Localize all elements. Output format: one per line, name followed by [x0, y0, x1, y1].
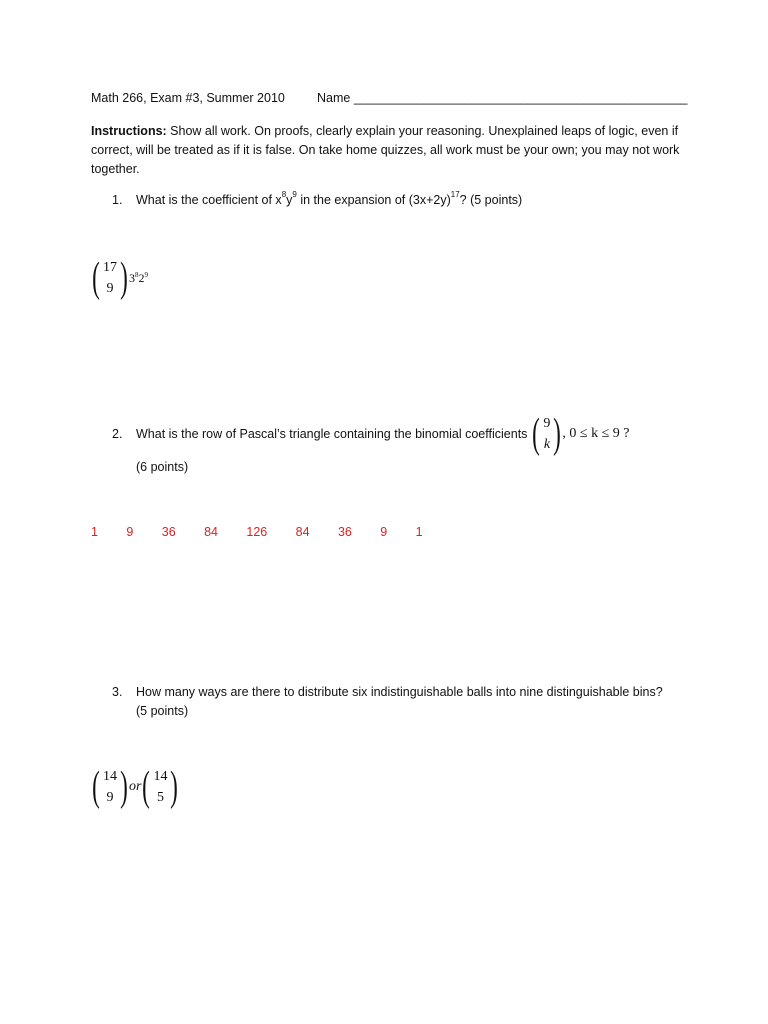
- answer-1: [89, 257, 148, 299]
- question-1-exp-expr: 17: [450, 189, 460, 199]
- question-1-prefix: What is the coefficient of x: [136, 193, 282, 207]
- answer-3: [89, 766, 181, 808]
- question-1-number: 1.: [112, 193, 123, 207]
- answer-3-binom-2-top: 14: [153, 769, 168, 784]
- question-1-exp-y: 9: [292, 189, 297, 199]
- question-2-binomial: ( 9 k ): [532, 411, 562, 457]
- question-2-text: What is the row of Pascal’s triangle containing the binomial coefficients: [136, 427, 528, 441]
- instructions: [91, 122, 691, 179]
- question-1-y: y: [286, 193, 293, 207]
- instructions-label: Instructions:: [91, 124, 167, 138]
- question-1-middle: in the expansion of (3x+2y): [296, 193, 451, 207]
- answer-1-powers: $3^82^9$: [129, 270, 148, 285]
- answer-3-binomial-2: ( 14 5 ): [142, 764, 179, 810]
- answer-3-binom-1-bottom: 9: [106, 790, 114, 805]
- answer-3-binomial-1: ( 14 9 ): [92, 764, 128, 810]
- question-2-number: 2.: [112, 427, 123, 441]
- answer-1-binom-top: 17: [103, 260, 117, 275]
- question-2-binom-top: 9: [543, 416, 551, 431]
- answer-3-binom-1-top: 14: [103, 769, 117, 784]
- answer-3-binom-2-bottom: 5: [156, 790, 164, 805]
- question-2: [112, 413, 630, 455]
- question-2-condition: , 0 ≤ k ≤ 9 ?: [562, 426, 630, 441]
- question-2-binom-bottom: k: [543, 437, 551, 452]
- question-3-points: (5 points): [136, 704, 189, 718]
- exam-header: [91, 91, 691, 109]
- question-3: [112, 685, 663, 699]
- question-3-text: How many ways are there to distribute six indistinguishable balls into nine distinguishable bins?: [136, 685, 663, 699]
- question-1-suffix: ? (5 points): [459, 193, 523, 207]
- name-field-label: Name ________________________________________________: [317, 91, 688, 105]
- course-title: Math 266, Exam #3, Summer 2010: [91, 91, 285, 105]
- answer-2-pascal-row: 1 9 36 84 126 84 36 9 1: [91, 525, 423, 539]
- answer-3-or: or: [129, 779, 142, 794]
- question-1: [112, 189, 523, 207]
- answer-1-binomial: ( 17 9 ): [92, 255, 128, 301]
- answer-1-binom-bottom: 9: [106, 281, 114, 296]
- question-3-number: 3.: [112, 685, 123, 699]
- question-2-points: (6 points): [136, 460, 189, 474]
- question-1-exp-x: 8: [281, 189, 287, 199]
- instructions-text: Show all work. On proofs, clearly explain your reasoning. Unexplained leaps of logic, even if correct, will be treated as if it is false. On take home quizzes, all work must be your own; you may not work together.: [91, 124, 680, 176]
